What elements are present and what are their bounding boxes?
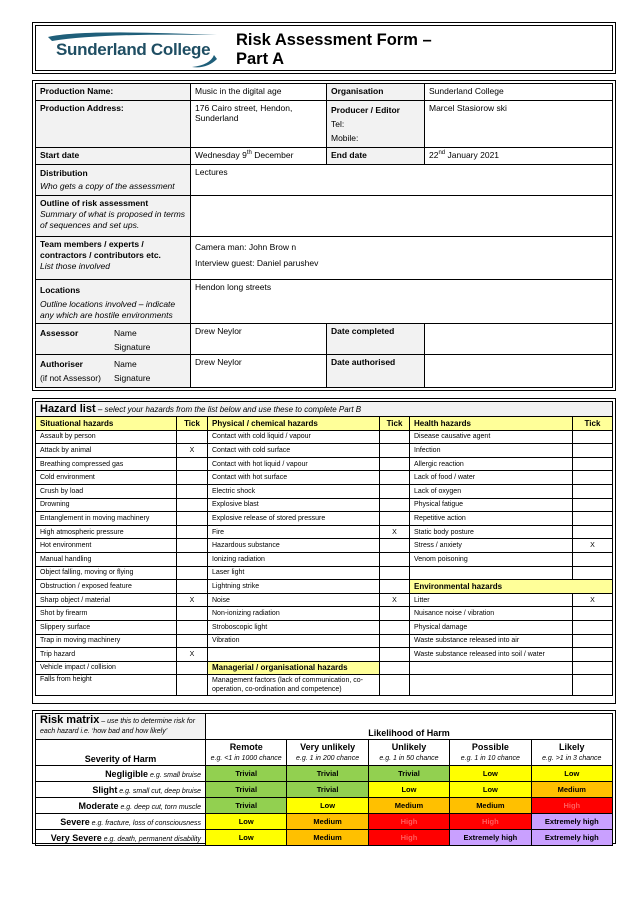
severity-row <box>36 830 613 846</box>
hazard-health <box>410 661 573 675</box>
severity-name: Slight <box>92 784 118 795</box>
risk-cell: Medium <box>368 798 449 814</box>
hazard-title-note: – select your hazards from the list below and use these to complete Part B <box>95 405 362 414</box>
hazard-row <box>36 552 613 566</box>
hazard-physical: Ionizing radiation <box>208 552 380 566</box>
hazard-tick[interactable] <box>380 539 410 553</box>
severity-example: e.g. small cut, deep bruise <box>117 787 201 795</box>
hazard-situational: Breathing compressed gas <box>36 457 177 471</box>
details-table <box>35 83 613 388</box>
hazard-physical <box>208 648 380 662</box>
risk-cell: Trivial <box>368 766 449 782</box>
hazard-tick[interactable] <box>380 552 410 566</box>
hazard-tick[interactable] <box>177 512 208 526</box>
producer-cell <box>327 101 425 148</box>
severity-example: e.g. fracture, loss of consciousness <box>89 819 201 827</box>
details-frame <box>32 80 616 391</box>
hazard-situational: Drowning <box>36 498 177 512</box>
risk-cell: Medium <box>287 814 368 830</box>
hazard-tick[interactable] <box>380 648 410 662</box>
hazard-tick[interactable]: X <box>572 593 612 607</box>
hazard-rows-2 <box>36 593 613 661</box>
col-situational: Situational hazards <box>36 417 177 431</box>
risk-matrix <box>35 713 613 846</box>
hazard-health: Venom poisoning <box>410 552 573 566</box>
hazard-health: Lack of oxygen <box>410 484 573 498</box>
authoriser-name-label: Name <box>114 359 137 369</box>
hazard-tick[interactable] <box>572 444 612 458</box>
hazard-physical: Electric shock <box>208 484 380 498</box>
hazard-tick[interactable] <box>177 661 208 675</box>
risk-cell: Low <box>206 814 287 830</box>
producer-value[interactable]: Marcel Stasiorow ski <box>425 101 613 148</box>
severity-label <box>36 830 206 846</box>
likelihood-column-0 <box>206 740 287 766</box>
hazard-tick[interactable] <box>572 525 612 539</box>
col-health: Health hazards <box>410 417 573 431</box>
hazard-row <box>36 566 613 580</box>
hazard-tick[interactable] <box>177 566 208 580</box>
matrix-title: Risk matrix <box>40 714 100 726</box>
start-date-sup: th <box>246 150 252 157</box>
hazard-tick[interactable] <box>380 512 410 526</box>
hazard-physical: Lightning strike <box>208 580 380 594</box>
hazard-tick[interactable] <box>177 457 208 471</box>
matrix-title-cell <box>36 714 206 740</box>
hazard-situational: Obstruction / exposed feature <box>36 580 177 594</box>
authoriser-value[interactable]: Drew Neylor <box>191 355 327 388</box>
hazard-physical: Contact with hot surface <box>208 471 380 485</box>
severity-example: e.g. death, permanent disability <box>101 835 201 843</box>
severity-row <box>36 814 613 830</box>
hazard-tick[interactable] <box>380 580 410 594</box>
severity-name: Very Severe <box>50 832 102 843</box>
hazard-row <box>36 444 613 458</box>
matrix-rows <box>36 766 613 846</box>
hazard-row <box>36 525 613 539</box>
severity-name: Negligible <box>105 768 149 779</box>
hazard-situational: High atmospheric pressure <box>36 525 177 539</box>
header-frame <box>32 22 616 74</box>
hazard-row <box>36 648 613 662</box>
hazard-tick[interactable] <box>380 566 410 580</box>
hazard-rows-1 <box>36 430 613 580</box>
hazard-tick[interactable] <box>177 580 208 594</box>
production-name-label: Production Name: <box>36 84 191 101</box>
hazard-tick[interactable] <box>380 661 410 675</box>
hazard-tick[interactable] <box>572 498 612 512</box>
production-address-value[interactable]: 176 Cairo street, Hendon, Sunderland <box>191 101 327 148</box>
risk-cell: Low <box>206 830 287 846</box>
hazard-tick[interactable]: X <box>380 593 410 607</box>
hazard-tick[interactable] <box>572 607 612 621</box>
if-not-assessor: (if not Assessor) <box>40 373 101 383</box>
hazard-tick[interactable]: X <box>177 593 208 607</box>
team-value[interactable] <box>191 237 613 280</box>
distribution-note: Who gets a copy of the assessment <box>40 181 175 191</box>
hazard-tick[interactable] <box>572 661 612 675</box>
likelihood-name: Likely <box>559 741 585 752</box>
producer-label: Producer / Editor <box>331 105 400 115</box>
col-tick-1: Tick <box>177 417 208 431</box>
risk-cell: High <box>368 814 449 830</box>
hazard-row <box>36 593 613 607</box>
risk-cell: Trivial <box>287 782 368 798</box>
hazard-tick[interactable] <box>380 444 410 458</box>
hazard-tick[interactable] <box>380 634 410 648</box>
likelihood-header: Likelihood of Harm <box>206 714 613 740</box>
start-date-month: December <box>251 150 294 160</box>
risk-cell: Trivial <box>287 766 368 782</box>
hazard-health: Repetitive action <box>410 512 573 526</box>
likelihood-name: Unlikely <box>391 741 427 752</box>
details-inner <box>35 83 613 388</box>
col-tick-2: Tick <box>380 417 410 431</box>
organisation-value[interactable]: Sunderland College <box>425 84 613 101</box>
locations-cell <box>36 280 191 324</box>
hazard-row <box>36 634 613 648</box>
locations-note: Outline locations involved – indicate any which are hostile environments <box>40 299 176 320</box>
hazard-tick[interactable] <box>572 430 612 444</box>
severity-example: e.g. deep cut, torn muscle <box>118 803 201 811</box>
col-tick-3: Tick <box>572 417 612 431</box>
hazard-tick[interactable] <box>380 675 410 696</box>
outline-value[interactable] <box>191 196 613 237</box>
risk-cell: Low <box>450 782 531 798</box>
risk-cell: Trivial <box>206 782 287 798</box>
hazard-physical: Vibration <box>208 634 380 648</box>
risk-cell: High <box>531 798 612 814</box>
hazard-situational: Manual handling <box>36 552 177 566</box>
hazard-tick[interactable] <box>177 484 208 498</box>
hazard-row <box>36 512 613 526</box>
risk-cell: Low <box>368 782 449 798</box>
hazard-tick[interactable] <box>572 648 612 662</box>
hazard-tick[interactable] <box>572 471 612 485</box>
form-title <box>236 31 432 69</box>
hazard-physical: Noise <box>208 593 380 607</box>
organisation-label: Organisation <box>327 84 425 101</box>
risk-cell: Medium <box>531 782 612 798</box>
hazard-physical: Contact with hot liquid / vapour <box>208 457 380 471</box>
severity-example: e.g. small bruise <box>148 771 201 779</box>
team-member-1: Camera man: John Brow n <box>195 242 297 252</box>
distribution-label: Distribution <box>40 168 88 178</box>
hazard-situational: Trip hazard <box>36 648 177 662</box>
hazard-tick[interactable] <box>572 512 612 526</box>
matrix-inner <box>35 713 613 841</box>
managerial-header: Managerial / organisational hazards <box>208 661 380 675</box>
hazard-tick[interactable] <box>177 634 208 648</box>
hazard-tick[interactable] <box>177 552 208 566</box>
hazard-physical: Non-ionizing radiation <box>208 607 380 621</box>
hazard-tick[interactable] <box>177 498 208 512</box>
likelihood-column-1 <box>287 740 368 766</box>
hazard-situational: Crush by load <box>36 484 177 498</box>
hazard-physical: Laser light <box>208 566 380 580</box>
hazard-tick[interactable] <box>380 471 410 485</box>
hazard-tick[interactable] <box>572 552 612 566</box>
hazard-physical: Contact with cold surface <box>208 444 380 458</box>
matrix-title-note: – use this to determine risk for each hazard i.e. ‘how bad and how likely’ <box>40 718 196 735</box>
hazard-health: Stress / anxiety <box>410 539 573 553</box>
assessor-cell <box>36 324 191 355</box>
hazard-row <box>36 539 613 553</box>
likelihood-example: e.g. 1 in 50 chance <box>379 754 439 762</box>
likelihood-column-3 <box>450 740 531 766</box>
hazard-situational: Vehicle impact / collision <box>36 661 177 675</box>
risk-cell: Low <box>531 766 612 782</box>
likelihood-example: e.g. 1 in 200 chance <box>296 754 360 762</box>
production-address-label: Production Address: <box>36 101 191 148</box>
logo <box>42 29 222 69</box>
end-date-day: 22 <box>429 150 439 160</box>
risk-cell: Trivial <box>206 766 287 782</box>
hazard-health: Waste substance released into soil / water <box>410 648 573 662</box>
hazard-health <box>410 566 573 580</box>
severity-label <box>36 798 206 814</box>
risk-cell: Extremely high <box>531 814 612 830</box>
risk-cell: High <box>368 830 449 846</box>
team-cell <box>36 237 191 280</box>
environmental-header: Environmental hazards <box>410 580 613 594</box>
hazard-tick[interactable] <box>177 620 208 634</box>
hazard-health: Physical damage <box>410 620 573 634</box>
hazard-tick[interactable] <box>572 675 612 696</box>
severity-header: Severity of Harm <box>36 740 206 766</box>
hazard-situational: Slippery surface <box>36 620 177 634</box>
assessor-name-sig <box>114 326 150 354</box>
hazard-physical: Explosive blast <box>208 498 380 512</box>
team-member-2: Interview guest: Daniel parushev <box>195 258 319 268</box>
assessor-value[interactable]: Drew Neylor <box>191 324 327 355</box>
severity-row <box>36 798 613 814</box>
likelihood-column-4 <box>531 740 612 766</box>
hazard-health <box>410 675 573 696</box>
outline-cell <box>36 196 191 237</box>
likelihood-column-2 <box>368 740 449 766</box>
end-date-rest: January 2021 <box>445 150 500 160</box>
hazard-health: Litter <box>410 593 573 607</box>
hazard-tick[interactable] <box>380 484 410 498</box>
logo-text: Sunderland College <box>56 40 211 59</box>
hazard-tick[interactable] <box>177 471 208 485</box>
hazard-physical: Stroboscopic light <box>208 620 380 634</box>
team-note: List those involved <box>40 261 110 271</box>
risk-cell: High <box>450 814 531 830</box>
hazard-title: Hazard list <box>40 403 96 415</box>
hazard-tick[interactable] <box>572 634 612 648</box>
hazard-row <box>36 471 613 485</box>
severity-name: Severe <box>60 816 90 827</box>
tel-label: Tel: <box>331 119 345 129</box>
header-inner <box>35 25 613 71</box>
severity-label <box>36 782 206 798</box>
likelihood-name: Possible <box>471 741 509 752</box>
risk-cell: Medium <box>450 798 531 814</box>
hazard-row <box>36 430 613 444</box>
hazard-health: Waste substance released into air <box>410 634 573 648</box>
col-physical: Physical / chemical hazards <box>208 417 380 431</box>
hazard-health: Allergic reaction <box>410 457 573 471</box>
hazard-physical: Hazardous substance <box>208 539 380 553</box>
distribution-value[interactable]: Lectures <box>191 165 613 196</box>
hazard-situational: Sharp object / material <box>36 593 177 607</box>
outline-note: Summary of what is proposed in terms of sequences and set ups. <box>40 209 186 230</box>
form-title-line2: Part A <box>236 50 284 68</box>
risk-cell: Low <box>287 798 368 814</box>
hazard-tick[interactable]: X <box>380 525 410 539</box>
end-date-sup: nd <box>438 150 446 157</box>
locations-value[interactable]: Hendon long streets <box>191 280 613 324</box>
risk-cell: Medium <box>287 830 368 846</box>
likelihood-example: e.g. 1 in 10 chance <box>460 754 520 762</box>
team-label: Team members / experts / contractors / contributors etc. <box>40 239 161 260</box>
end-date-label: End date <box>327 148 425 165</box>
end-date-value[interactable] <box>425 148 613 165</box>
hazard-tick[interactable] <box>380 430 410 444</box>
hazard-tick[interactable] <box>177 525 208 539</box>
matrix-frame <box>32 710 616 844</box>
hazard-tick[interactable] <box>572 566 612 580</box>
hazard-tick[interactable] <box>177 539 208 553</box>
severity-row <box>36 782 613 798</box>
likelihood-example: e.g. >1 in 3 chance <box>542 754 602 762</box>
date-completed-value[interactable] <box>425 324 613 355</box>
matrix-column-headers <box>36 740 613 766</box>
hazard-tick[interactable] <box>177 607 208 621</box>
hazard-situational: Object falling, moving or flying <box>36 566 177 580</box>
date-authorised-label: Date authorised <box>327 355 425 388</box>
hazard-tick[interactable] <box>380 498 410 512</box>
hazard-health: Static body posture <box>410 525 573 539</box>
hazard-health: Nuisance noise / vibration <box>410 607 573 621</box>
likelihood-name: Remote <box>229 741 263 752</box>
form-title-line1: Risk Assessment Form – <box>236 31 432 49</box>
hazards-frame <box>32 398 616 704</box>
hazard-tick[interactable] <box>380 620 410 634</box>
assessor-signature-label: Signature <box>114 342 151 352</box>
assessor-label: Assessor <box>40 328 79 338</box>
hazard-situational: Attack by animal <box>36 444 177 458</box>
severity-label <box>36 766 206 782</box>
hazard-table <box>35 401 613 696</box>
hazard-health: Lack of food / water <box>410 471 573 485</box>
hazards-inner <box>35 401 613 701</box>
outline-label: Outline of risk assessment <box>40 198 149 208</box>
hazard-situational: Shot by firearm <box>36 607 177 621</box>
hazard-row <box>36 607 613 621</box>
hazard-tick[interactable] <box>380 607 410 621</box>
hazard-tick[interactable] <box>572 620 612 634</box>
hazard-situational: Entanglement in moving machinery <box>36 512 177 526</box>
likelihood-example: e.g. <1 in 1000 chance <box>210 754 282 762</box>
hazard-situational: Hot environment <box>36 539 177 553</box>
severity-label <box>36 814 206 830</box>
authoriser-name-sig <box>114 357 150 385</box>
hazard-row <box>36 620 613 634</box>
hazard-tick[interactable]: X <box>177 444 208 458</box>
start-date-day: Wednesday 9 <box>195 150 247 160</box>
hazard-tick[interactable]: X <box>572 539 612 553</box>
hazard-tick[interactable] <box>177 675 208 696</box>
severity-row <box>36 766 613 782</box>
distribution-cell <box>36 165 191 196</box>
management-factors: Management factors (lack of communication, co-operation, co-ordination and competence) <box>208 675 380 696</box>
production-name-value[interactable]: Music in the digital age <box>191 84 327 101</box>
risk-cell: Low <box>450 766 531 782</box>
hazard-situational: Falls from height <box>36 675 177 696</box>
hazard-situational: Trap in moving machinery <box>36 634 177 648</box>
likelihood-name: Very unlikely <box>300 741 356 752</box>
hazard-tick[interactable] <box>177 430 208 444</box>
hazard-row <box>36 498 613 512</box>
authoriser-label: Authoriser <box>40 359 83 369</box>
start-date-value[interactable] <box>191 148 327 165</box>
hazard-tick[interactable] <box>572 457 612 471</box>
severity-name: Moderate <box>78 800 119 811</box>
risk-cell: Extremely high <box>450 830 531 846</box>
hazard-situational: Assault by person <box>36 430 177 444</box>
hazard-tick[interactable]: X <box>177 648 208 662</box>
assessor-name-label: Name <box>114 328 137 338</box>
risk-cell: Trivial <box>206 798 287 814</box>
hazard-physical: Fire <box>208 525 380 539</box>
hazard-physical: Explosive release of stored pressure <box>208 512 380 526</box>
mobile-label: Mobile: <box>331 133 359 143</box>
date-completed-label: Date completed <box>327 324 425 355</box>
hazard-tick[interactable] <box>572 484 612 498</box>
date-authorised-value[interactable] <box>425 355 613 388</box>
hazard-title-cell <box>36 402 613 417</box>
risk-cell: Extremely high <box>531 830 612 846</box>
hazard-row <box>36 457 613 471</box>
hazard-situational: Cold environment <box>36 471 177 485</box>
start-date-label: Start date <box>36 148 191 165</box>
hazard-row <box>36 484 613 498</box>
authoriser-signature-label: Signature <box>114 373 151 383</box>
hazard-physical: Contact with cold liquid / vapour <box>208 430 380 444</box>
hazard-tick[interactable] <box>380 457 410 471</box>
hazard-health: Physical fatigue <box>410 498 573 512</box>
hazard-health: Disease causative agent <box>410 430 573 444</box>
locations-label: Locations <box>40 285 81 295</box>
authoriser-cell <box>36 355 191 388</box>
hazard-health: Infection <box>410 444 573 458</box>
